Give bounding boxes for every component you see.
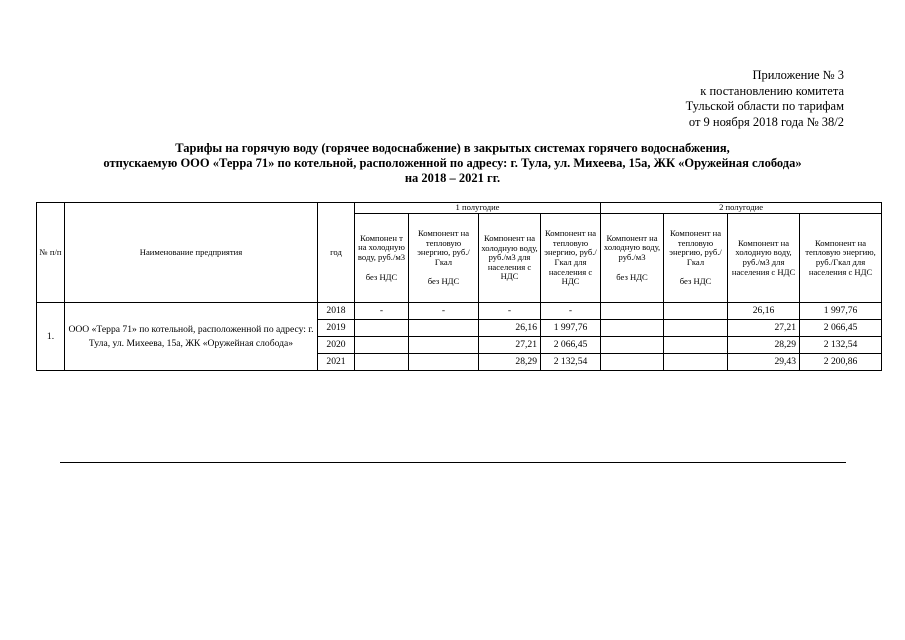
document-title [0, 141, 905, 186]
cell-c3: 26,16 [479, 320, 541, 337]
cell-c2: - [409, 303, 479, 320]
cell-c1 [355, 320, 409, 337]
cell-c5 [601, 354, 664, 371]
header-c7: Компонент на холодную воду, руб./м3 для населения с НДС [728, 214, 800, 303]
table-row [37, 303, 882, 320]
cell-c4: 2 132,54 [541, 354, 601, 371]
cell-c7: 28,29 [728, 337, 800, 354]
cell-c8: 1 997,76 [800, 303, 882, 320]
cell-c4: 1 997,76 [541, 320, 601, 337]
header-c1-sub: без НДС [365, 271, 398, 282]
cell-c2 [409, 320, 479, 337]
header-c1 [355, 214, 409, 303]
cell-c4: - [541, 303, 601, 320]
cell-c1 [355, 354, 409, 371]
header-c8: Компонент на тепловую энергию, руб./Гкал для населения с НДС [800, 214, 882, 303]
cell-c5 [601, 320, 664, 337]
header-c6 [664, 214, 728, 303]
cell-c2 [409, 337, 479, 354]
cell-c8: 2 066,45 [800, 320, 882, 337]
cell-c1: - [355, 303, 409, 320]
header-c3: Компонент на холодную воду, руб./м3 для населения с НДС [479, 214, 541, 303]
header-name: Наименование предприятия [65, 203, 318, 303]
header-c6-sub: без НДС [679, 276, 712, 287]
header-c5 [601, 214, 664, 303]
cell-c7: 26,16 [728, 303, 800, 320]
header-half-2: 2 полугодие [601, 203, 882, 214]
cell-c3: 28,29 [479, 354, 541, 371]
title-line-1: Тарифы на горячую воду (горячее водоснабжение) в закрытых системах горячего водоснабжения, [175, 141, 730, 155]
header-row-1 [37, 203, 882, 214]
cell-c6 [664, 320, 728, 337]
cell-year: 2019 [318, 320, 355, 337]
cell-c3: 27,21 [479, 337, 541, 354]
cell-c3: - [479, 303, 541, 320]
header-c1-text: Компонен т на холодную воду, руб./м3 [357, 232, 406, 262]
header-half-1: 1 полугодие [355, 203, 601, 214]
cell-c5 [601, 303, 664, 320]
cell-c6 [664, 337, 728, 354]
header-c5-text: Компонент на холодную воду, руб./м3 [603, 232, 661, 262]
header-c2-text: Компонент на тепловую энергию, руб./Гкал [417, 228, 470, 267]
cell-c6 [664, 354, 728, 371]
cell-c6 [664, 303, 728, 320]
cell-c5 [601, 337, 664, 354]
appendix-line-4: от 9 ноября 2018 года № 38/2 [688, 114, 844, 129]
cell-c8: 2 200,86 [800, 354, 882, 371]
header-c2-sub: без НДС [427, 276, 460, 287]
appendix-line-1: Приложение № 3 [752, 68, 844, 82]
title-line-3: на 2018 – 2021 гг. [404, 171, 501, 185]
cell-c4: 2 066,45 [541, 337, 601, 354]
header-c2 [409, 214, 479, 303]
appendix-line-2: к постановлению комитета [700, 83, 844, 98]
cell-year: 2018 [318, 303, 355, 320]
title-line-2: отпускаемую ООО «Терра 71» по котельной, расположенной по адресу: г. Тула, ул. Михеева, 15а, ЖК «Оружейная слобода» [103, 156, 802, 170]
tariff-table [36, 202, 882, 371]
header-num: № п/п [37, 203, 65, 303]
appendix-block [686, 68, 844, 130]
header-c6-text: Компонент на тепловую энергию, руб./Гкал [669, 228, 722, 267]
header-c4: Компонент на тепловую энергию, руб./Гкал для населения с НДС [541, 214, 601, 303]
cell-c2 [409, 354, 479, 371]
footer-divider [60, 462, 846, 463]
organization-name: ООО «Терра 71» по котельной, расположенной по адресу: г. Тула, ул. Михеева, 15а, ЖК «Оружейная слобода» [65, 303, 318, 371]
cell-c7: 29,43 [728, 354, 800, 371]
cell-c8: 2 132,54 [800, 337, 882, 354]
header-c5-sub: без НДС [616, 271, 648, 282]
cell-year: 2021 [318, 354, 355, 371]
header-year: год [318, 203, 355, 303]
appendix-line-3: Тульской области по тарифам [685, 99, 844, 113]
cell-year: 2020 [318, 337, 355, 354]
cell-c1 [355, 337, 409, 354]
cell-c7: 27,21 [728, 320, 800, 337]
row-number: 1. [37, 303, 65, 371]
